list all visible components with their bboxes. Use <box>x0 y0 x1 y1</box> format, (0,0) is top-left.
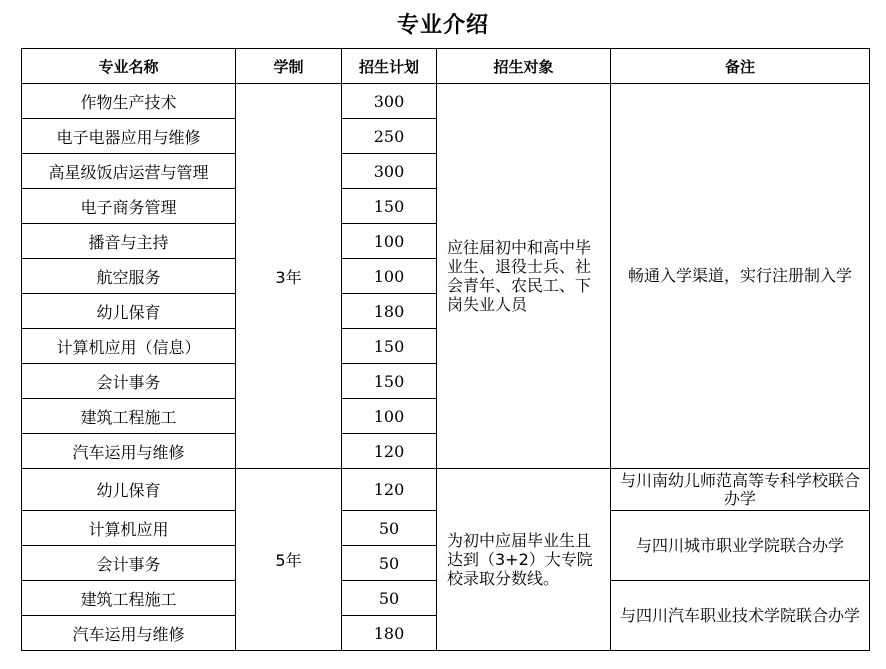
majors-table <box>21 48 870 651</box>
major-name: 幼儿保育 <box>22 469 236 511</box>
target-cell: 为初中应届毕业生且达到（3+2）大专院校录取分数线。 <box>437 469 611 651</box>
plan-count: 120 <box>342 469 437 511</box>
plan-count: 50 <box>342 581 437 616</box>
major-name: 汽车运用与维修 <box>22 616 236 651</box>
plan-count: 150 <box>342 364 437 399</box>
major-name: 高星级饭店运营与管理 <box>22 154 236 189</box>
plan-count: 150 <box>342 329 437 364</box>
plan-count: 50 <box>342 511 437 546</box>
years-cell: 5年 <box>236 469 342 651</box>
plan-count: 100 <box>342 224 437 259</box>
major-name: 幼儿保育 <box>22 294 236 329</box>
note-cell: 与川南幼儿师范高等专科学校联合办学 <box>611 469 870 511</box>
table-row <box>22 469 870 511</box>
plan-count: 50 <box>342 546 437 581</box>
plan-count: 100 <box>342 259 437 294</box>
header-plan: 招生计划 <box>342 49 437 84</box>
table-row <box>22 84 870 119</box>
major-name: 会计事务 <box>22 364 236 399</box>
major-name: 会计事务 <box>22 546 236 581</box>
major-name: 汽车运用与维修 <box>22 434 236 469</box>
major-name: 电子商务管理 <box>22 189 236 224</box>
plan-count: 300 <box>342 84 437 119</box>
plan-count: 180 <box>342 616 437 651</box>
note-cell: 与四川城市职业学院联合办学 <box>611 511 870 581</box>
plan-count: 300 <box>342 154 437 189</box>
plan-count: 250 <box>342 119 437 154</box>
plan-count: 120 <box>342 434 437 469</box>
header-years: 学制 <box>236 49 342 84</box>
header-note: 备注 <box>611 49 870 84</box>
years-cell: 3年 <box>236 84 342 469</box>
plan-count: 100 <box>342 399 437 434</box>
target-cell: 应往届初中和高中毕业生、退役士兵、社会青年、农民工、下岗失业人员 <box>437 84 611 469</box>
major-name: 航空服务 <box>22 259 236 294</box>
header-row <box>22 49 870 84</box>
note-cell: 与四川汽车职业技术学院联合办学 <box>611 581 870 651</box>
page-title: 专业介绍 <box>396 13 489 38</box>
major-name: 计算机应用 <box>22 511 236 546</box>
major-name: 电子电器应用与维修 <box>22 119 236 154</box>
major-name: 建筑工程施工 <box>22 581 236 616</box>
major-name: 播音与主持 <box>22 224 236 259</box>
major-name: 建筑工程施工 <box>22 399 236 434</box>
plan-count: 180 <box>342 294 437 329</box>
header-name: 专业名称 <box>22 49 236 84</box>
plan-count: 150 <box>342 189 437 224</box>
note-cell: 畅通入学渠道，实行注册制入学 <box>611 84 870 469</box>
major-name: 计算机应用（信息） <box>22 329 236 364</box>
major-name: 作物生产技术 <box>22 84 236 119</box>
header-target: 招生对象 <box>437 49 611 84</box>
